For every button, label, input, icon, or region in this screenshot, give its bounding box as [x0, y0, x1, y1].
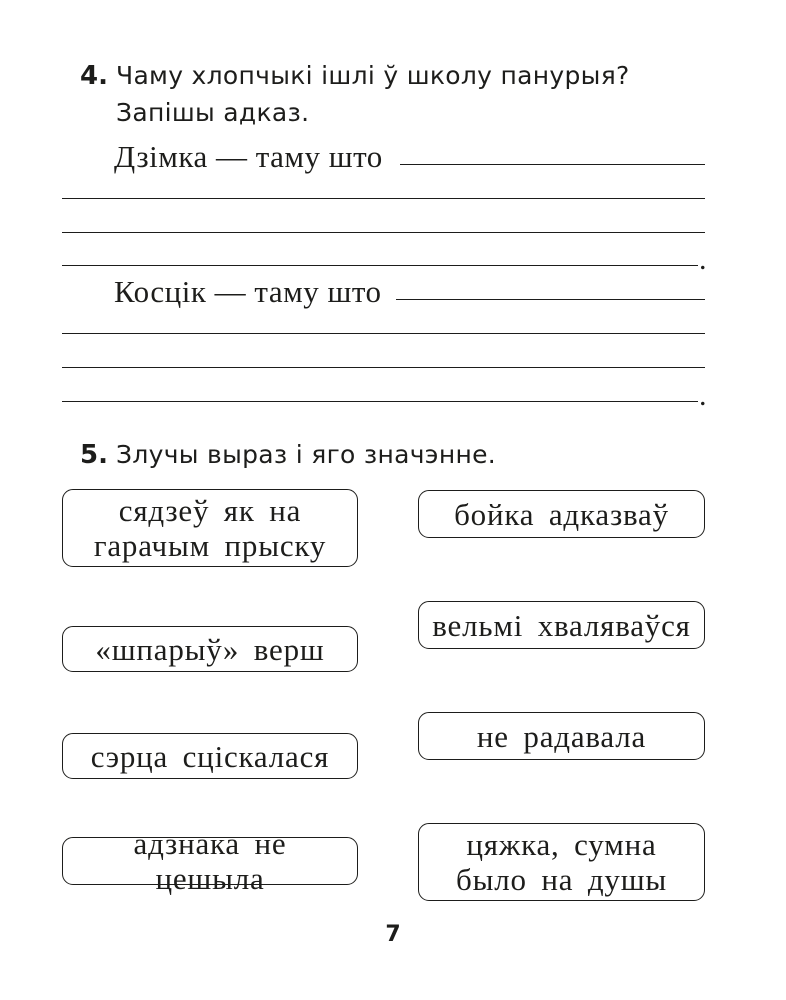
answer-line-kostsik-1[interactable]: [396, 299, 705, 300]
meaning-box-3[interactable]: [418, 712, 705, 760]
answer-line-kostsik-3[interactable]: [62, 367, 705, 368]
task-4-number: 4.: [80, 61, 108, 91]
task-4-question: Чаму хлопчыкі ішлі ў школу панурыя? Запішы адказ.: [116, 61, 630, 127]
answer-line-dzimka-1[interactable]: [400, 164, 705, 165]
expression-text: адзнака не цешыла: [133, 826, 287, 896]
meaning-box-4[interactable]: [418, 823, 705, 901]
task-5-instruction: Злучы выраз і яго значэнне.: [116, 440, 497, 469]
expression-text: «шпарыў» верш: [95, 631, 325, 667]
meaning-box-1[interactable]: [418, 490, 705, 538]
answer-period-dzimka: .: [699, 243, 707, 276]
meaning-box-2[interactable]: [418, 601, 705, 649]
answer-line-dzimka-4[interactable]: [62, 265, 698, 266]
meaning-text: бойка адказваў: [454, 496, 669, 532]
expression-box-4[interactable]: [62, 826, 358, 896]
answer-prompt-dzimka: Дзімка — таму што: [114, 139, 383, 174]
answer-prompt-kostsik: Косцік — таму што: [114, 274, 382, 309]
expression-box-3[interactable]: [62, 733, 358, 779]
answer-line-dzimka-2[interactable]: [62, 198, 705, 199]
expression-text: сядзеў як на гарачым прыску: [93, 493, 327, 563]
expression-box-2[interactable]: [62, 626, 358, 672]
answer-period-kostsik: .: [699, 379, 707, 412]
answer-line-kostsik-4[interactable]: [62, 401, 698, 402]
answer-line-kostsik-2[interactable]: [62, 333, 705, 334]
task-5-number: 5.: [80, 440, 108, 470]
meaning-text: цяжка, сумна было на душы: [456, 827, 667, 897]
expression-box-1[interactable]: [62, 489, 358, 567]
meaning-text: не радавала: [476, 718, 647, 754]
expression-text: сэрца сціскалася: [90, 738, 330, 774]
answer-line-dzimka-3[interactable]: [62, 232, 705, 233]
page-number: 7: [385, 922, 401, 947]
meaning-text: вельмі хваляваўся: [432, 607, 691, 643]
